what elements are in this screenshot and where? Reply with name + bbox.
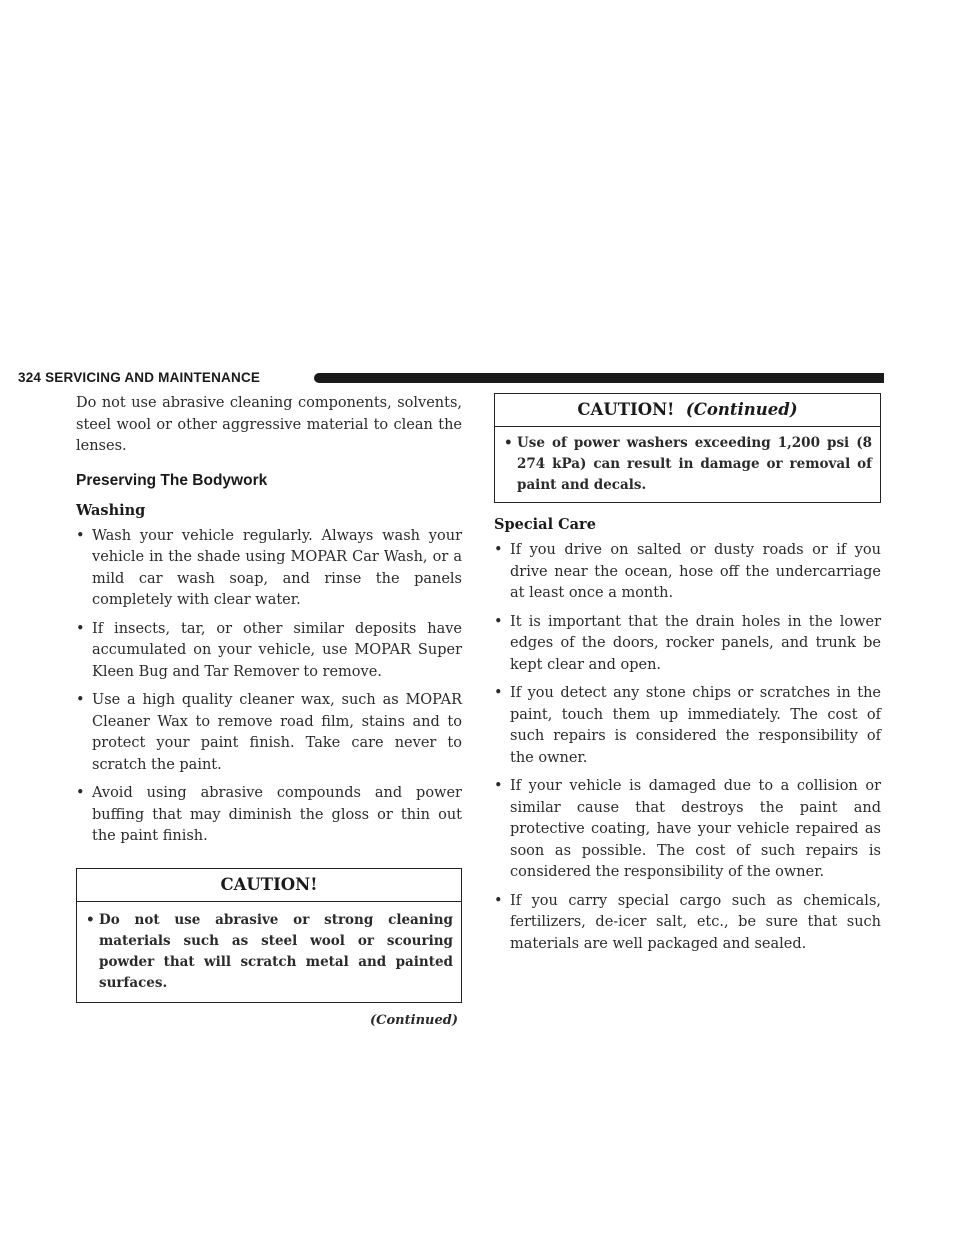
list-item-text: Use a high quality cleaner wax, such as MOPAR Cleaner Wax to remove road film, stains and to protect your paint finish. Take care never to scratch the paint.: [92, 692, 462, 773]
list-item: [494, 891, 881, 956]
caution-title: [495, 394, 880, 427]
bullet-icon: •: [76, 785, 85, 801]
list-item: [494, 683, 881, 769]
continued-note: (Continued): [370, 1012, 458, 1028]
list-item: [76, 526, 462, 612]
caution-box: [76, 868, 462, 1003]
section-title: Preserving The Bodywork: [76, 471, 268, 489]
list-item-text: Wash your vehicle regularly. Always wash your vehicle in the shade using MOPAR Car Wash, or a mild car wash soap, and rinse the panels completely with clear water.: [92, 527, 462, 608]
bullet-icon: •: [494, 778, 503, 794]
caution-title-text: CAUTION!: [577, 400, 675, 419]
caution-title: CAUTION!: [77, 869, 461, 902]
caution-box-continued: [494, 393, 881, 503]
page-number: 324: [18, 370, 42, 385]
bullet-icon: •: [494, 613, 503, 630]
bullet-icon: •: [504, 435, 513, 451]
list-item: [494, 540, 881, 605]
list-item: [494, 776, 881, 884]
list-item-text: If insects, tar, or other similar deposits have accumulated on your vehicle, use MOPAR Super Kleen Bug and Tar Remover to remove.: [92, 620, 462, 680]
page-header-text: [18, 370, 260, 386]
list-item-text: If you detect any stone chips or scratches in the paint, touch them up immediately. The cost of such repairs is considered the responsibility of the owner.: [510, 685, 881, 766]
caution-item-text: Use of power washers exceeding 1,200 psi (8 274 kPa) can result in damage or removal of paint and decals.: [517, 435, 872, 493]
bullet-icon: •: [494, 542, 503, 558]
washing-list: [76, 526, 462, 848]
left-column: [76, 393, 462, 1028]
bullet-icon: •: [76, 620, 85, 637]
washing-heading: Washing: [76, 501, 146, 519]
list-item-text: If you drive on salted or dusty roads or if you drive near the ocean, hose off the undercarriage at least once a month.: [510, 542, 881, 601]
bullet-icon: •: [76, 692, 85, 708]
bullet-icon: •: [76, 527, 85, 544]
caution-item: [86, 910, 453, 994]
caution-item: [504, 433, 872, 496]
caution-item-text: Do not use abrasive or strong cleaning materials such as steel wool or scouring powder that will scratch metal and painted surfaces.: [99, 911, 453, 991]
list-item-text: It is important that the drain holes in the lower edges of the doors, rocker panels, and trunk be kept clear and open.: [510, 613, 881, 673]
intro-paragraph: Do not use abrasive cleaning components, solvents, steel wool or other aggressive material to clean the lenses.: [76, 395, 462, 454]
list-item-text: If you carry special cargo such as chemicals, fertilizers, de-icer salt, etc., be sure that such materials are well packaged and sealed.: [510, 892, 881, 952]
section-name: SERVICING AND MAINTENANCE: [45, 370, 261, 385]
caution-list: [495, 427, 880, 502]
page-header: [18, 370, 884, 386]
bullet-icon: •: [494, 892, 503, 909]
header-rule: [314, 373, 884, 383]
caution-title-suffix: (Continued): [685, 400, 798, 419]
list-item-text: Avoid using abrasive compounds and power buffing that may diminish the gloss or thin out the paint finish.: [92, 785, 462, 844]
list-item: [76, 783, 462, 848]
special-care-list: [494, 540, 881, 955]
list-item: [494, 612, 881, 677]
right-column: [494, 393, 881, 962]
list-item-text: If your vehicle is damaged due to a collision or similar cause that destroys the paint and protective coating, have your vehicle repaired as soon as possible. The cost of such repairs is considered the responsibility of the owner.: [510, 778, 881, 880]
bullet-icon: •: [494, 685, 503, 701]
list-item: [76, 690, 462, 776]
caution-list: [77, 902, 461, 1002]
bullet-icon: •: [86, 911, 95, 928]
list-item: [76, 619, 462, 684]
special-care-heading: Special Care: [494, 516, 596, 533]
